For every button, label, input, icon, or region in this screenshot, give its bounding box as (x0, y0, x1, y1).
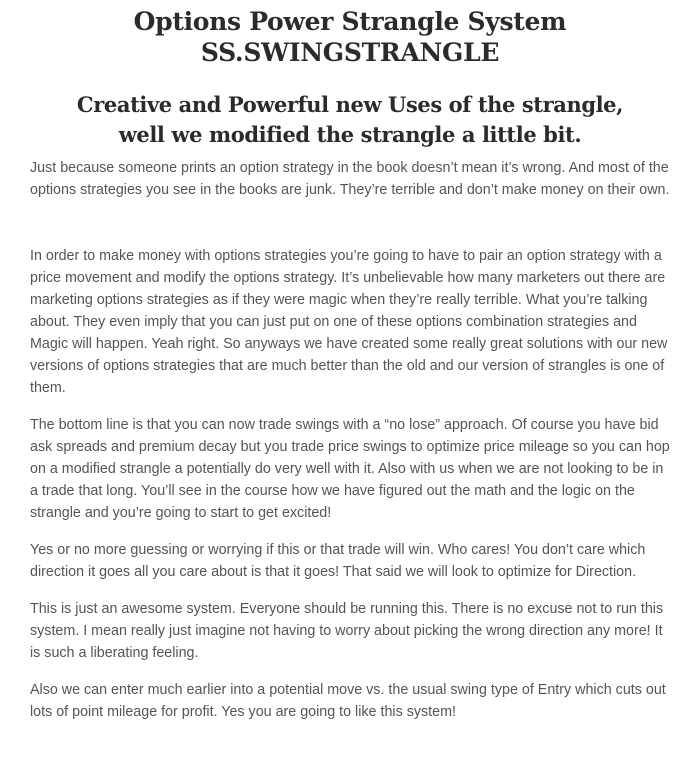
paragraph-bottom-line: The bottom line is that you can now trade swings with a “no lose” approach. Of course you have bid ask spreads and premium decay but you trade price swings to optimize price mileage so you can hop on a modified strangle a potentially do very well with it. Also with us when we are not looking to be in a trade that long. You’ll see in the course how we have figured out the math and the logic on the strangle and you’re going to start to get excited! (30, 417, 670, 521)
section-heading-line-1: Creative and Powerful new Uses of the strangle, (76, 92, 624, 117)
section-heading (30, 90, 670, 150)
paragraph-early-entry: Also we can enter much earlier into a potential move vs. the usual swing type of Entry which cuts out lots of point mileage for profit. Yes you are going to like this system! (30, 682, 666, 720)
paragraph-strategies: In order to make money with options strategies you’re going to have to pair an option strategy with a price movement and modify the options strategy. It’s unbelievable how many marketers out there are marketing options strategies as if they were magic when they’re really terrible. What you’re talking about. They even imply that you can just put on one of these options combination strategies and Magic will happen. Yeah right. So anyways we have created some really great solutions with our new versions of options strategies that are much better than the old and our version of strangles is one of them. (30, 248, 668, 396)
section-heading-line-2: well we modified the strangle a little bit. (118, 122, 582, 147)
page-title (30, 0, 670, 68)
page-title-line-2: SS.SWINGSTRANGLE (200, 38, 500, 67)
paragraph-no-guessing: Yes or no more guessing or worrying if this or that trade will win. Who cares! You don’t care which direction it goes all you care about is that it goes! That said we will look to optimize for Direction. (30, 542, 646, 580)
paragraph-intro: Just because someone prints an option strategy in the book doesn’t mean it’s wrong. And most of the options strategies you see in the books are junk. They’re terrible and don’t make money on their own. (30, 160, 670, 198)
paragraph-awesome-system: This is just an awesome system. Everyone should be running this. There is no excuse not to run this system. I mean really just imagine not having to worry about picking the wrong direction any more! It is such a liberating feeling. (30, 601, 664, 661)
page-title-line-1: Options Power Strangle System (133, 7, 567, 36)
